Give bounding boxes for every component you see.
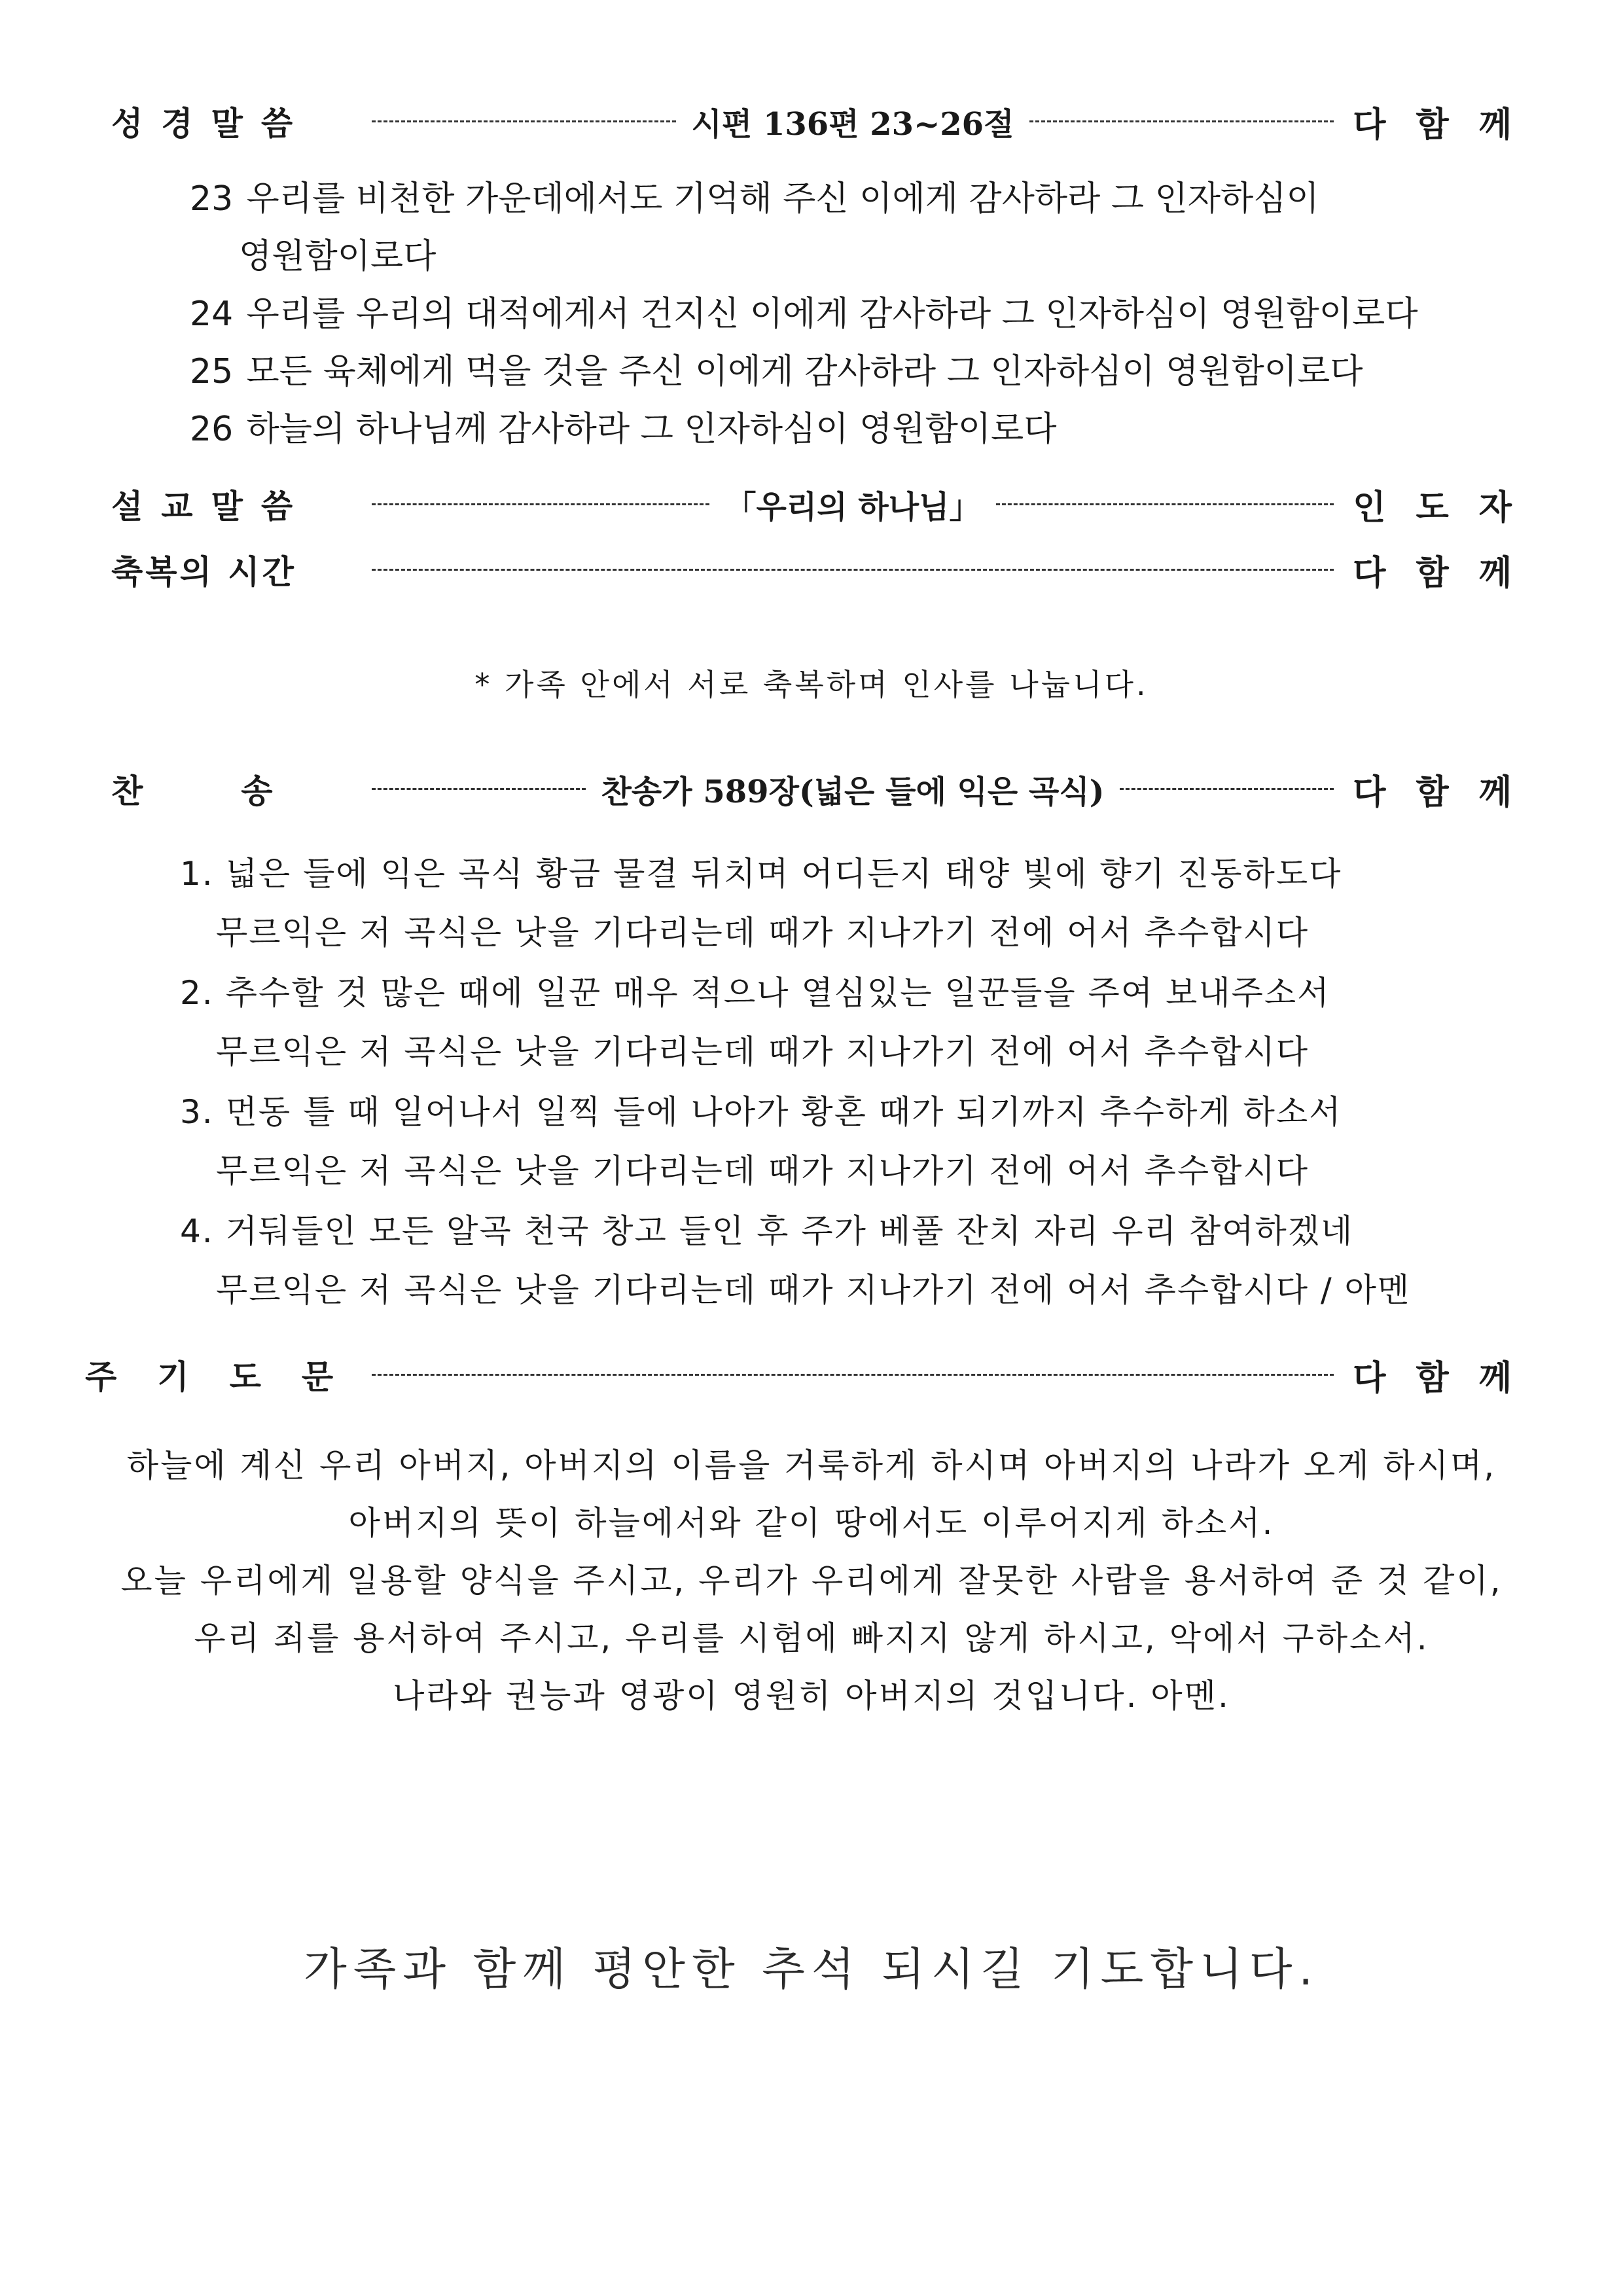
prayer-line: 나라와 권능과 영광이 영원히 아버지의 것입니다. 아멘. bbox=[393, 1677, 1230, 1715]
hymn-role: 다함께 bbox=[1353, 772, 1542, 812]
scripture-row bbox=[111, 92, 1542, 151]
lords-prayer-row bbox=[85, 1345, 1542, 1404]
prayer-line: 아버지의 뜻이 하늘에서와 같이 땅에서도 이루어지게 하소서. bbox=[348, 1504, 1275, 1542]
sermon-title: 「우리의 하나님」 bbox=[724, 488, 981, 526]
hymn-label: 찬송 bbox=[111, 772, 371, 810]
verse-line: 23 우리를 비천한 가운데에서도 기억해 주신 이에게 감사하라 그 인자하심이 bbox=[190, 179, 1319, 219]
hymn-verse-line: 4. 거둬들인 모든 알곡 천국 창고 들인 후 주가 베풀 잔치 자리 우리 참여하겠네 bbox=[180, 1212, 1354, 1250]
scripture-label: 성경말씀 bbox=[111, 104, 312, 143]
blessing-role: 다함께 bbox=[1353, 552, 1542, 593]
lords-prayer-role: 다함께 bbox=[1353, 1357, 1542, 1398]
hymn-verse-line: 2. 추수할 것 많은 때에 일꾼 매우 적으나 열심있는 일꾼들을 주여 보내주소서 bbox=[180, 974, 1330, 1012]
scripture-role: 다함께 bbox=[1353, 104, 1542, 145]
hymn-refrain-line: 무르익은 저 곡식은 낫을 기다리는데 때가 지나가기 전에 어서 추수합시다 / 아멘 bbox=[216, 1271, 1411, 1309]
blessing-row bbox=[111, 540, 1542, 599]
prayer-line: 우리 죄를 용서하여 주시고, 우리를 시험에 빠지지 않게 하시고, 악에서 구하소서. bbox=[194, 1619, 1429, 1657]
hymn-refrain-line: 무르익은 저 곡식은 낫을 기다리는데 때가 지나가기 전에 어서 추수합시다 bbox=[216, 1033, 1310, 1071]
verse-line: 24 우리를 우리의 대적에게서 건지신 이에게 감사하라 그 인자하심이 영원함이로다 bbox=[190, 295, 1418, 334]
hymn-title: 찬송가 589장(넓은 들에 익은 곡식) bbox=[601, 773, 1105, 810]
lords-prayer-label: 주기도문 bbox=[85, 1357, 374, 1396]
blessing-note: * 가족 안에서 서로 축복하며 인사를 나눕니다. bbox=[474, 667, 1149, 702]
hymn-refrain-line: 무르익은 저 곡식은 낫을 기다리는데 때가 지나가기 전에 어서 추수합시다 bbox=[216, 914, 1310, 952]
verse-line: 26 하늘의 하나님께 감사하라 그 인자하심이 영원함이로다 bbox=[190, 410, 1057, 449]
divider-dashes bbox=[372, 120, 676, 122]
verse-line: 25 모든 육체에게 먹을 것을 주신 이에게 감사하라 그 인자하심이 영원함이로다 bbox=[190, 352, 1363, 391]
divider-dashes bbox=[372, 1374, 1334, 1376]
hymn-row bbox=[111, 759, 1542, 818]
closing-message: 가족과 함께 평안한 추석 되시길 기도합니다. bbox=[303, 1944, 1320, 1996]
sermon-label: 설교말씀 bbox=[111, 487, 312, 526]
scripture-reference: 시편 136편 23~26절 bbox=[691, 105, 1014, 143]
divider-dashes bbox=[372, 788, 586, 790]
hymn-verse-line: 3. 먼동 틀 때 일어나서 일찍 들에 나아가 황혼 때가 되기까지 추수하게 하소서 bbox=[180, 1093, 1342, 1131]
divider-dashes bbox=[996, 503, 1334, 505]
divider-dashes bbox=[372, 569, 1334, 571]
divider-dashes bbox=[1120, 788, 1334, 790]
divider-dashes bbox=[372, 503, 709, 505]
hymn-verse-line: 1. 넓은 들에 익은 곡식 황금 물결 뒤치며 어디든지 태양 빛에 향기 진동하도다 bbox=[180, 855, 1342, 893]
prayer-line: 하늘에 계신 우리 아버지, 아버지의 이름을 거룩하게 하시며 아버지의 나라가 오게 하시며, bbox=[126, 1446, 1497, 1484]
blessing-label: 축복의 시간 bbox=[111, 552, 296, 591]
hymn-refrain-line: 무르익은 저 곡식은 낫을 기다리는데 때가 지나가기 전에 어서 추수합시다 bbox=[216, 1152, 1310, 1190]
sermon-row bbox=[111, 475, 1542, 533]
divider-dashes bbox=[1029, 120, 1334, 122]
sermon-role: 인도자 bbox=[1353, 487, 1542, 528]
prayer-line: 오늘 우리에게 일용할 양식을 주시고, 우리가 우리에게 잘못한 사람을 용서하여 준 것 같이, bbox=[120, 1562, 1503, 1600]
verse-line-continued: 영원함이로다 bbox=[239, 237, 437, 276]
